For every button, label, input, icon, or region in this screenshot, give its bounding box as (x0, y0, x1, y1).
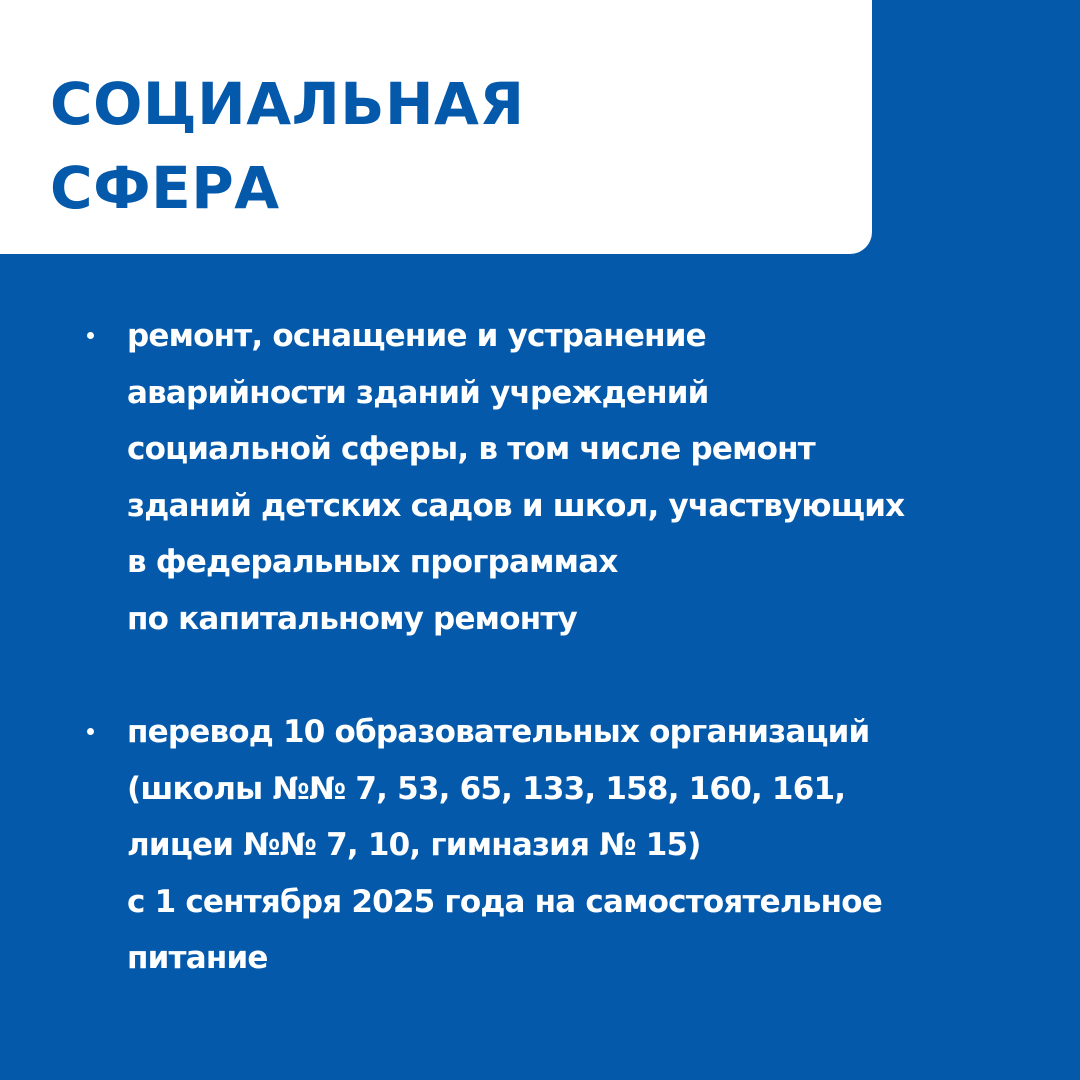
bullet-text-line: питание (127, 940, 268, 976)
title-card (0, 0, 872, 254)
bullet-text-line: с 1 сентября 2025 года на самостоятельное (127, 883, 882, 920)
bullet-text-line: ремонт, оснащение и устранение (127, 318, 706, 354)
bullet-text-line: зданий детских садов и школ, участвующих (127, 487, 905, 524)
title-line-1: СОЦИАЛЬНАЯ (50, 70, 525, 138)
bullet-text-line: перевод 10 образовательных организаций (127, 714, 870, 750)
bullet-text-line: (школы №№ 7, 53, 65, 133, 158, 160, 161, (127, 770, 846, 807)
bullet-item-nutrition (0, 704, 904, 987)
page-title (50, 62, 525, 230)
bullet-text-line: социальной сферы, в том числе ремонт (127, 431, 815, 467)
bullet-item-repair (0, 308, 904, 647)
bullet-list (0, 308, 904, 987)
bullet-text-line: лицеи №№ 7, 10, гимназия № 15) (127, 827, 701, 863)
bullet-dot-icon (87, 332, 94, 339)
title-line-2: СФЕРА (50, 154, 280, 222)
bullet-text-line: аварийности зданий учреждений (127, 374, 709, 411)
bullet-dot-icon (87, 728, 94, 735)
bullet-text-line: по капитальному ремонту (127, 600, 577, 637)
bullet-text-line: в федеральных программах (127, 544, 618, 580)
